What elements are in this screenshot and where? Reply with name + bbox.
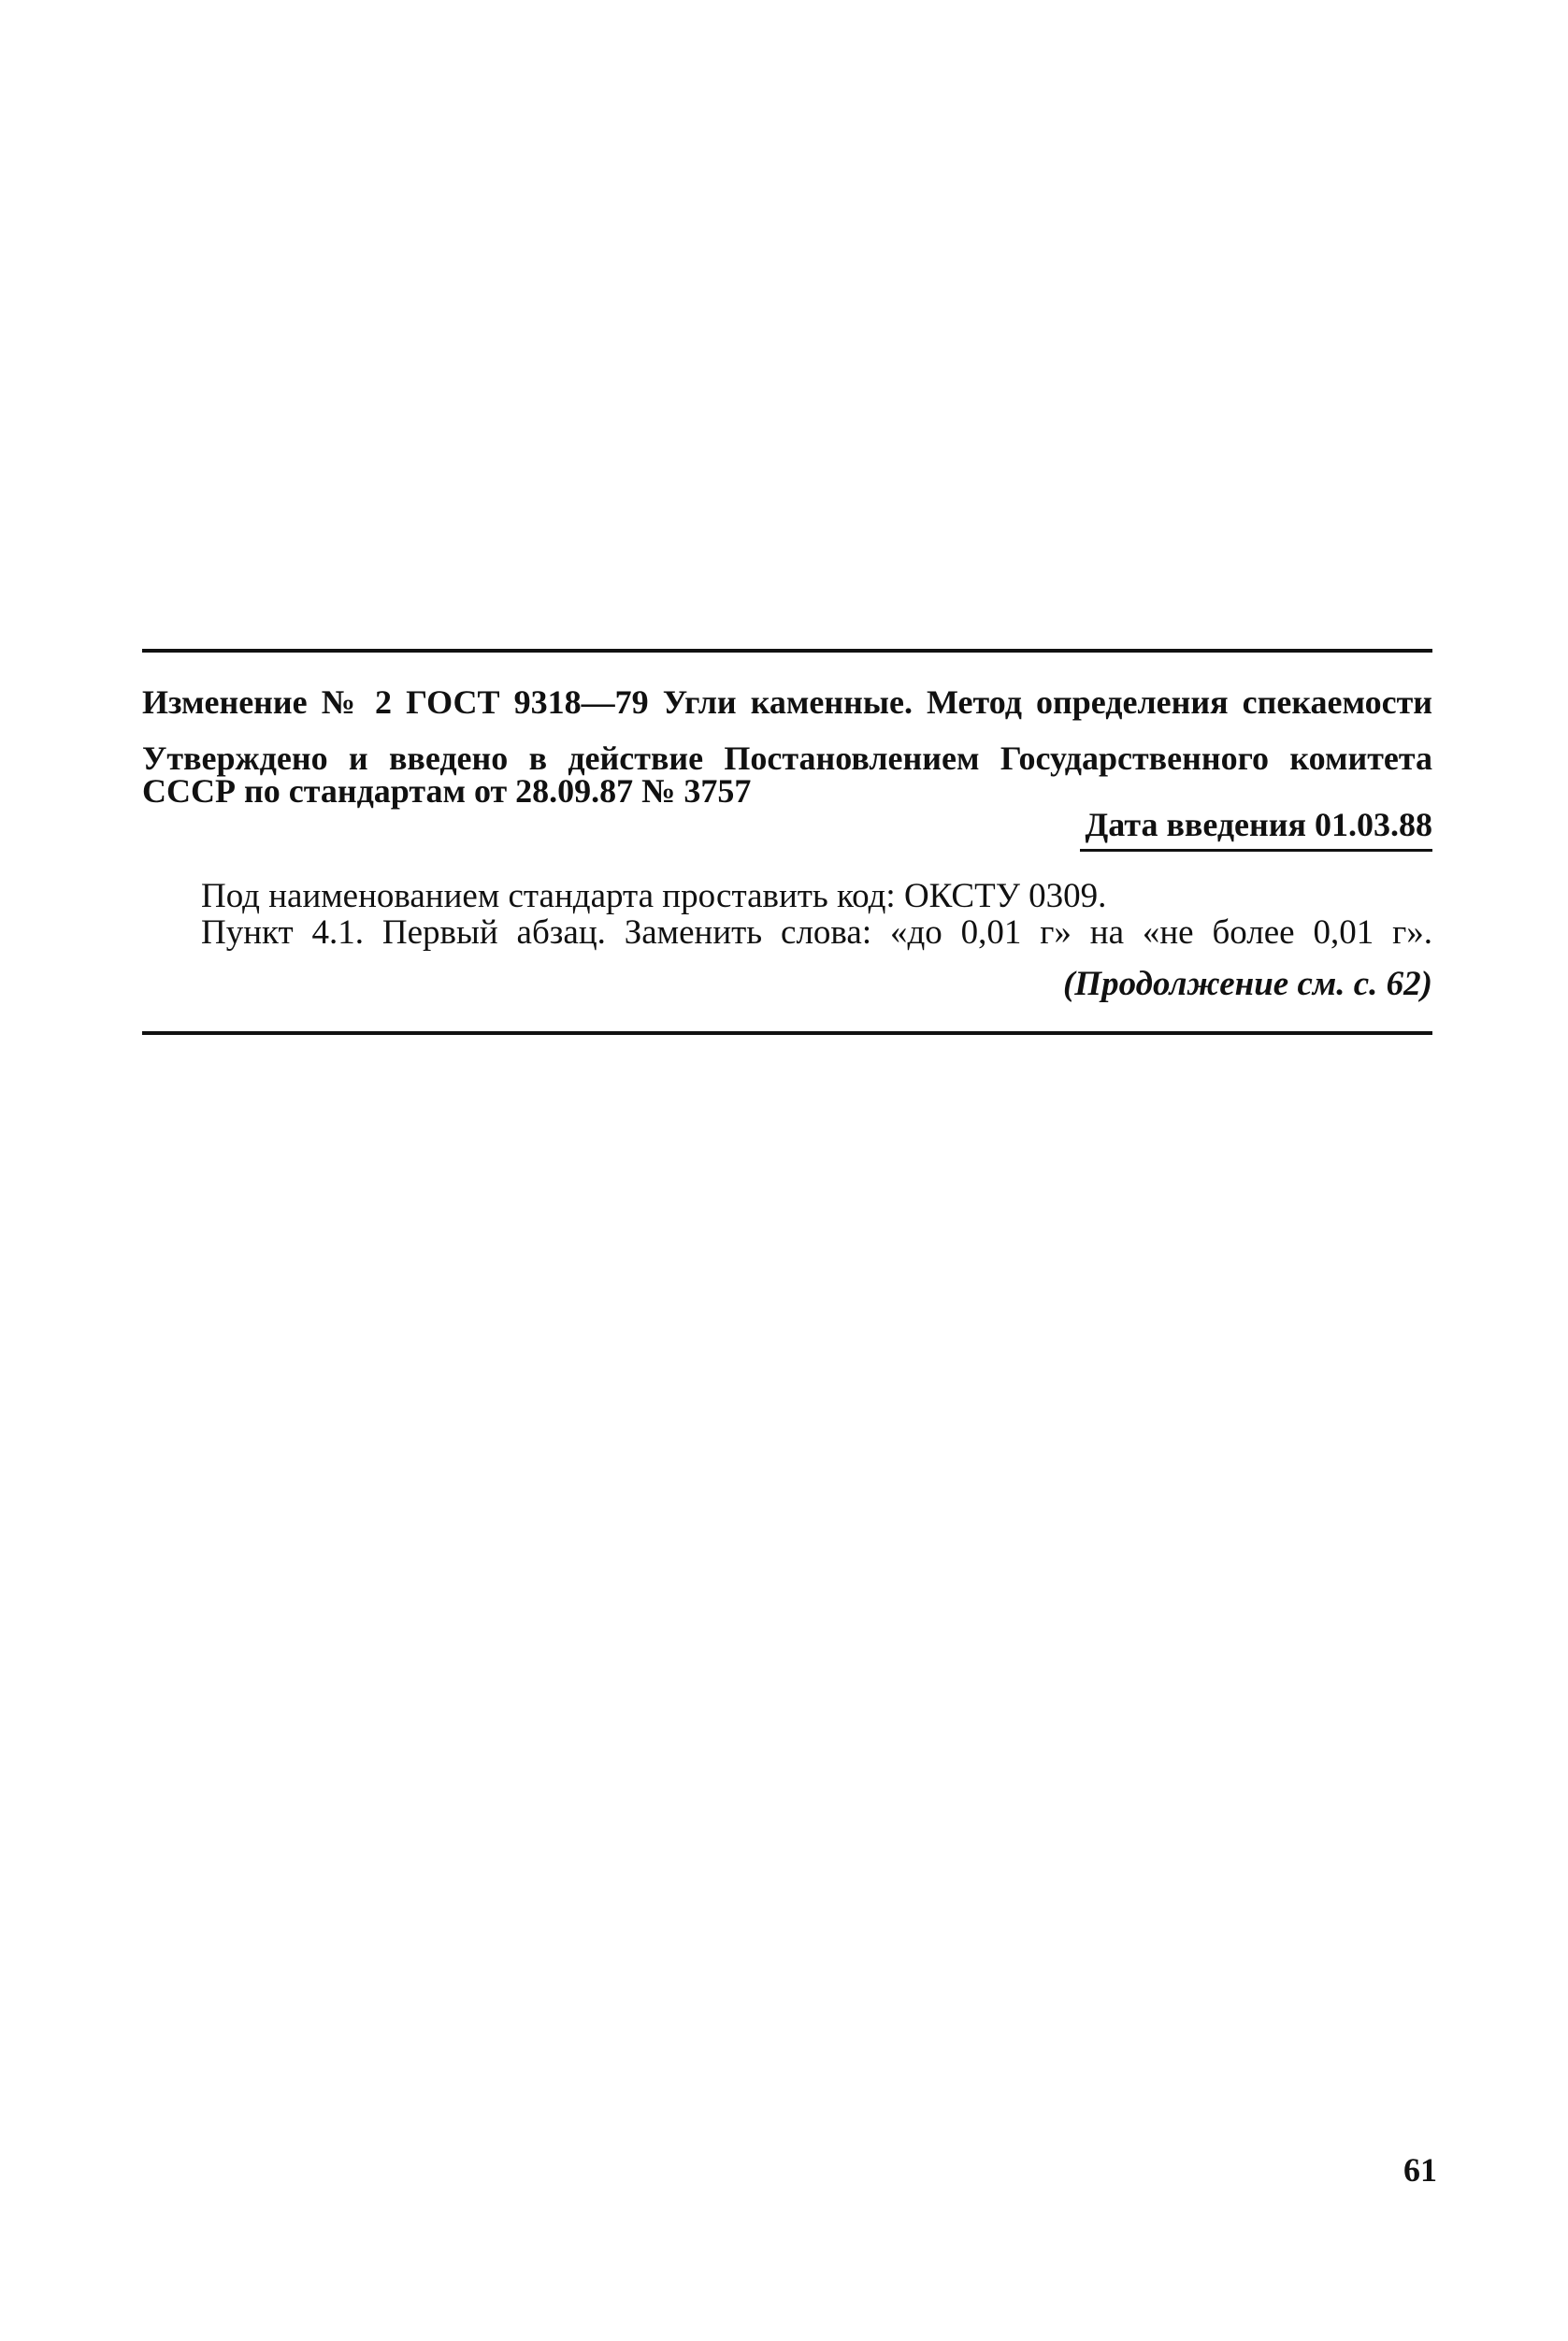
effective-date-block <box>1086 808 1433 852</box>
bottom-divider <box>142 1031 1432 1035</box>
effective-date: Дата введения 01.03.88 <box>1085 806 1432 843</box>
effective-date-underline <box>1080 849 1433 852</box>
continued-note: (Продолжение см. с. 62) <box>1062 965 1432 1003</box>
approval-line-1: Утверждено и введено в действие Постановлением Государственного комитета <box>142 740 1432 777</box>
page-number: 61 <box>1403 2151 1437 2189</box>
top-divider <box>142 649 1432 653</box>
amendment-title: Изменение № 2 ГОСТ 9318—79 Угли каменные. Метод определения спекаемости <box>142 683 1432 721</box>
body-line-1: Под наименованием стандарта проставить код: ОКСТУ 0309. <box>201 877 1107 915</box>
approval-line-2: СССР по стандартам от 28.09.87 № 3757 <box>142 772 752 810</box>
body-line-2: Пункт 4.1. Первый абзац. Заменить слова: «до 0,01 г» на «не более 0,01 г». <box>201 913 1432 952</box>
